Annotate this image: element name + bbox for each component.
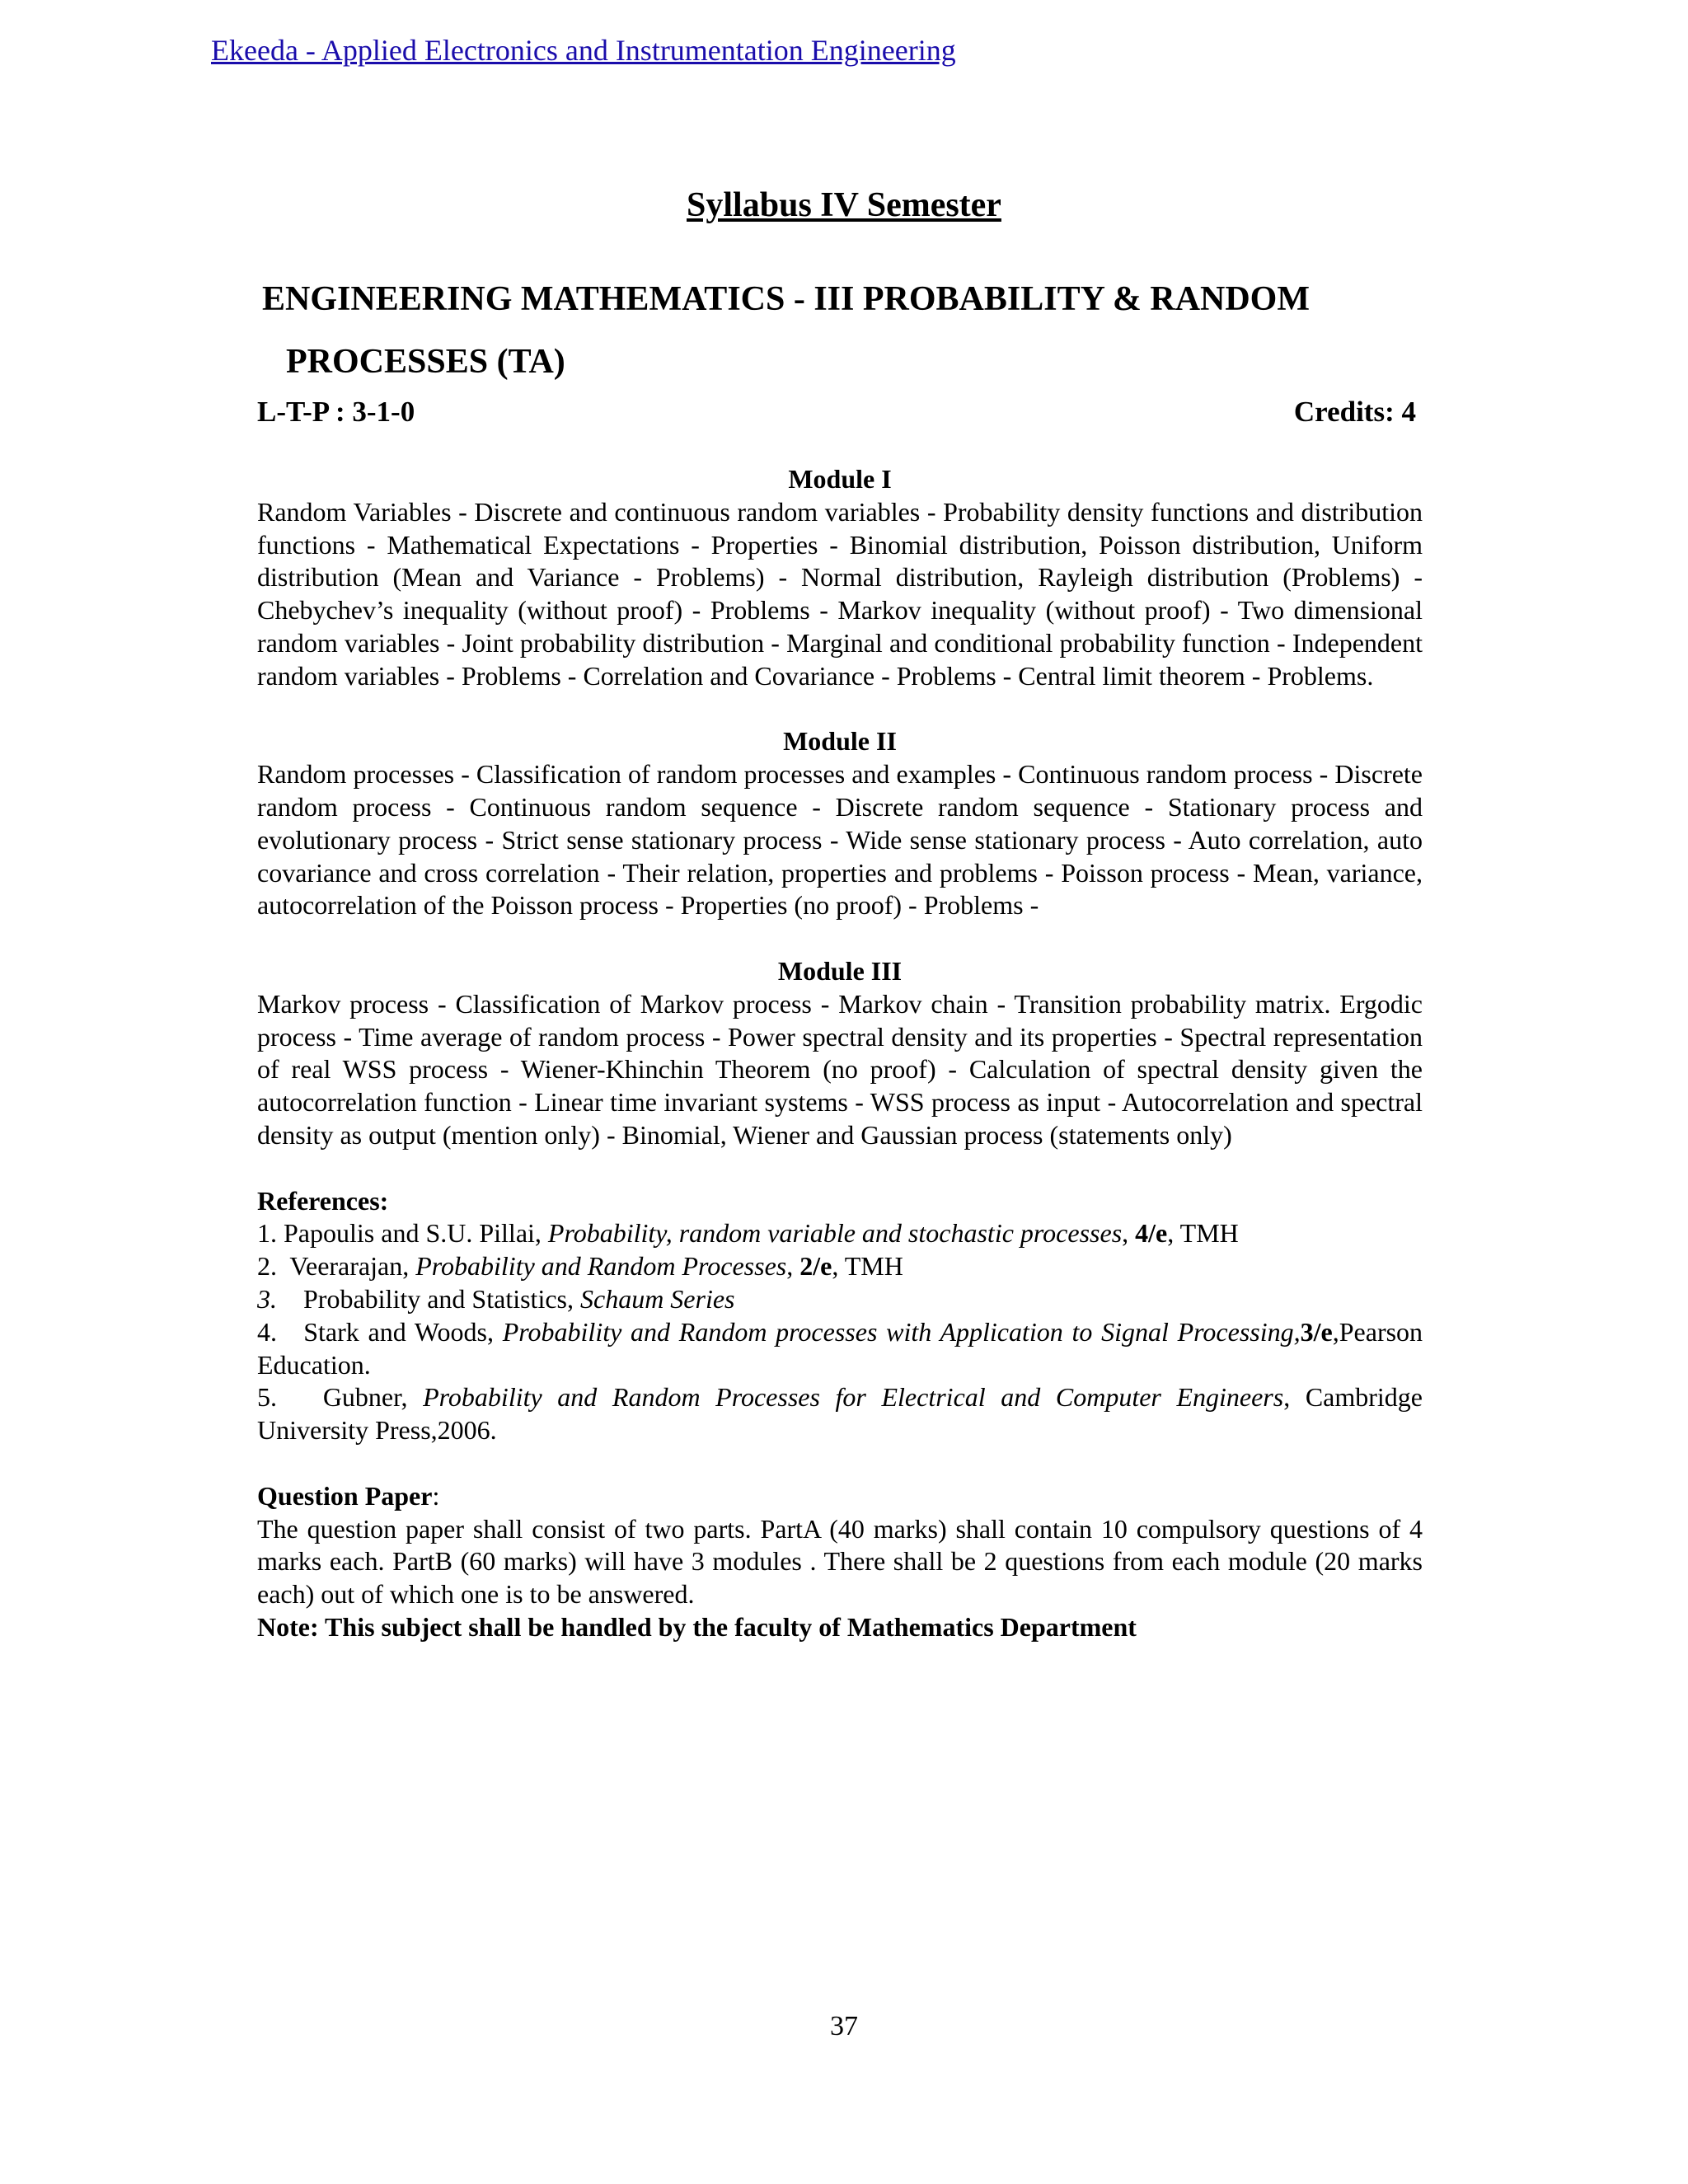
credits-label: Credits: 4: [1293, 396, 1416, 428]
module-3-text: Markov process - Classification of Markov process - Markov chain - Transition probability matrix. Ergodic process - Time average of random process - Power spectral density and its properties - Spectral representation of real WSS process - Wiener-Khinchin Theorem (no proof) - Calculation of spectral density given the autocorrelation function - Linear time invariant systems - WSS process as input - Autocorrelation and spectral density as output (mention only) - Binomial, Wiener and Gaussian process (statements only): [257, 988, 1423, 1150]
reference-num: 1.: [257, 1218, 277, 1249]
reference-book: Schaum Series: [579, 1283, 735, 1314]
question-paper-title: Question Paper:: [257, 1480, 440, 1511]
reference-author: Papoulis and S.U. Pillai,: [284, 1218, 542, 1249]
reference-publisher: , Cambridge University Press,2006.: [257, 1382, 1423, 1446]
reference-author: Stark and Woods,: [303, 1316, 494, 1347]
reference-author: Veerarajan,: [289, 1251, 410, 1282]
references-title: References:: [257, 1185, 389, 1216]
reference-edition: 2/e: [799, 1251, 832, 1282]
reference-num: 3.: [257, 1283, 277, 1314]
course-title-line2: PROCESSES (TA): [286, 343, 565, 381]
reference-book: Probability and Random processes with Application to Signal Processing,: [502, 1316, 1301, 1347]
reference-author: Gubner,: [322, 1382, 408, 1413]
reference-num: 5.: [257, 1382, 277, 1413]
note-text: Note: This subject shall be handled by the faculty of Mathematics Department: [257, 1611, 1137, 1642]
ltp-label: L-T-P : 3-1-0: [257, 396, 415, 428]
reference-item: [257, 1283, 1423, 1316]
module-1-text: Random Variables - Discrete and continuous random variables - Probability density functions and distribution functions - Mathematical Expectations - Properties - Binomial distribution, Poisson distribution, Uniform distribution (Mean and Variance - Problems) - Normal distribution, Rayleigh distribution (Problems) - Chebychev’s inequality (without proof) - Problems - Markov inequality (without proof) - Two dimensional random variables - Joint probability distribution - Marginal and conditional probability function - Independent random variables - Problems - Correlation and Covariance - Problems - Central limit theorem - Problems.: [257, 496, 1423, 691]
reference-book: Probability and Random Processes for Electrical and Computer Engineers: [423, 1382, 1284, 1413]
reference-sep: ,: [1122, 1218, 1129, 1249]
reference-item: [257, 1316, 1423, 1382]
reference-item: [257, 1217, 1423, 1250]
reference-item: [257, 1250, 1423, 1283]
reference-num: 2.: [257, 1251, 277, 1282]
reference-publisher: ,Pearson Education.: [257, 1316, 1423, 1380]
semester-heading: Syllabus IV Semester: [687, 186, 1001, 224]
reference-sep: ,: [786, 1251, 794, 1282]
reference-book: Probability, random variable and stochastic processes: [547, 1218, 1123, 1249]
page-number: 37: [830, 2011, 858, 2041]
reference-num: 4.: [257, 1316, 277, 1347]
header-link[interactable]: Ekeeda - Applied Electronics and Instrumentation Engineering: [211, 34, 956, 67]
module-3-title: Module III: [777, 955, 903, 986]
reference-publisher: , TMH: [832, 1251, 903, 1282]
course-title: [262, 268, 1310, 393]
question-paper-text: The question paper shall consist of two parts. PartA (40 marks) shall contain 10 compulsory questions of 4 marks each. PartB (60 marks) will have 3 modules . There shall be 2 questions from each module (20 marks each) out of which one is to be answered.: [257, 1513, 1423, 1610]
reference-author: Probability and Statistics,: [303, 1283, 574, 1314]
reference-publisher: , TMH: [1167, 1218, 1239, 1249]
reference-book: Probability and Random Processes: [415, 1251, 787, 1282]
module-2-text: Random processes - Classification of random processes and examples - Continuous random process - Discrete random process - Continuous random sequence - Discrete random sequence - Stationary process and evolutionary process - Strict sense stationary process - Wide sense stationary process - Auto correlation, auto covariance and cross correlation - Their relation, properties and problems - Poisson process - Mean, variance, autocorrelation of the Poisson process - Properties (no proof) - Problems -: [257, 759, 1423, 921]
module-2-title: Module II: [783, 726, 897, 757]
module-1-title: Module I: [788, 464, 892, 494]
reference-item: [257, 1381, 1423, 1447]
syllabus-content: [257, 463, 1423, 1644]
reference-edition: 4/e: [1135, 1218, 1168, 1249]
course-title-line1: ENGINEERING MATHEMATICS - III PROBABILITY & RANDOM: [262, 280, 1310, 318]
reference-edition: 3/e: [1300, 1316, 1333, 1347]
